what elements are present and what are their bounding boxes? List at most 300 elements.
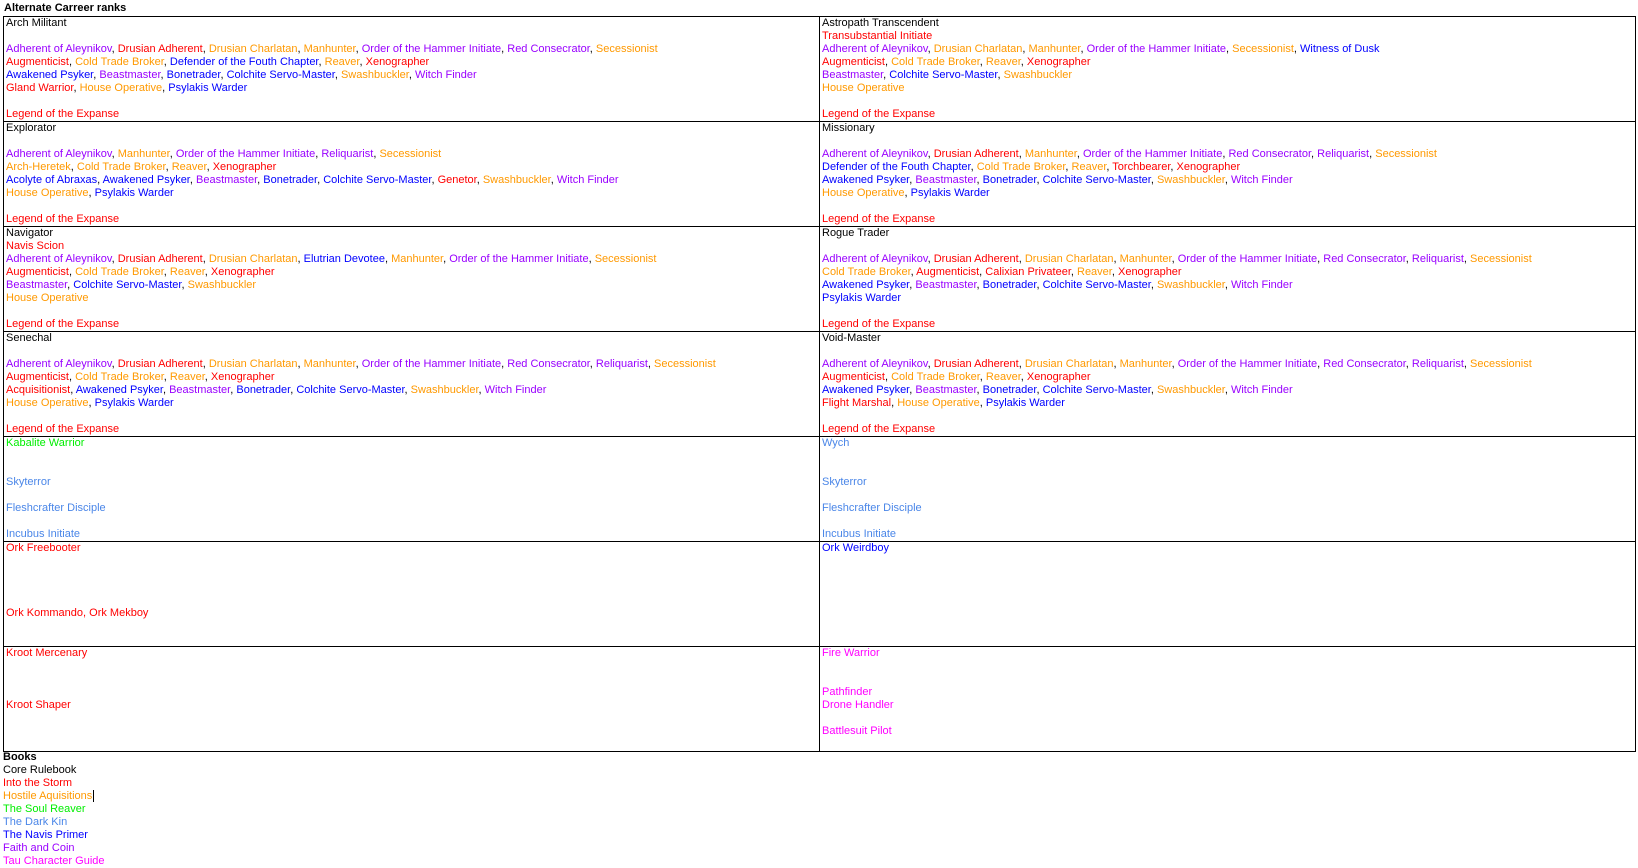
career-line [822, 528, 1635, 541]
rank-text: Colchite Servo-Master [1042, 174, 1151, 186]
rank-text: , [70, 384, 76, 396]
rank-text: , [1070, 266, 1077, 278]
rank-text: Pathfinder [822, 686, 873, 698]
rank-text: , [1020, 371, 1027, 383]
rank-text: , [979, 56, 986, 68]
rank-text: Adherent of Aleynikov [822, 358, 928, 370]
rank-text: Xenographer [210, 266, 275, 278]
rank-text: Secessionist [654, 358, 716, 370]
career-row [4, 17, 1636, 122]
career-line [822, 305, 1635, 318]
rank-text: Witch Finder [1230, 174, 1293, 186]
rank-text: , [501, 358, 508, 370]
rank-text: , [355, 43, 362, 55]
rank-text: , [206, 161, 213, 173]
rank-text: Defender of the Fouth Chapter [169, 56, 319, 68]
rank-text: Augmenticist [6, 56, 69, 68]
rank-text: , [160, 69, 167, 81]
career-line [6, 108, 819, 121]
rank-text: House Operative [897, 397, 980, 409]
rank-text: Manhunter [303, 43, 356, 55]
career-cell-kabalite-warrior[interactable] [4, 437, 820, 542]
rank-text: Beastmaster [6, 279, 68, 291]
rank-text: , [1018, 253, 1025, 265]
rank-text: Xenographer [1176, 161, 1241, 173]
rank-text: Psylakis Warder [168, 82, 248, 94]
rank-text: Xenographer [365, 56, 430, 68]
rank-text: Reaver [171, 161, 207, 173]
rank-text: Awakened Psyker [102, 174, 190, 186]
career-row [4, 332, 1636, 437]
career-line [822, 56, 1635, 69]
rank-text: , [165, 161, 172, 173]
career-line [822, 371, 1635, 384]
career-name [822, 647, 1635, 660]
rank-text: House Operative [822, 187, 905, 199]
rank-text: Cold Trade Broker [822, 266, 911, 278]
rank-text: Colchite Servo-Master [889, 69, 998, 81]
career-line [6, 725, 819, 738]
rank-text: , [163, 56, 170, 68]
book-item [3, 855, 105, 868]
career-line [822, 423, 1635, 436]
rank-text: , [1222, 148, 1229, 160]
rank-text: Cold Trade Broker [891, 371, 980, 383]
career-line [6, 410, 819, 423]
career-name [6, 542, 819, 555]
rank-text: Bonetrader [263, 174, 318, 186]
career-cell-missionary[interactable] [820, 122, 1636, 227]
career-line [6, 174, 819, 187]
rank-text: Skyterror [6, 476, 51, 488]
career-line [6, 463, 819, 476]
career-line [822, 135, 1635, 148]
rank-text: , [979, 371, 986, 383]
rank-text: Drusian Charlatan [208, 253, 298, 265]
rank-text: Awakened Psyker [822, 174, 910, 186]
rank-text: Xenographer [1117, 266, 1182, 278]
career-line [6, 450, 819, 463]
rank-text: Drone Handler [822, 699, 894, 711]
rank-text: Arch-Heretek [6, 161, 71, 173]
career-line [6, 95, 819, 108]
rank-text: Beastmaster [915, 384, 977, 396]
career-line [6, 476, 819, 489]
rank-text: Colchite Servo-Master [1042, 384, 1151, 396]
rank-text: , [70, 161, 77, 173]
rank-text: Adherent of Aleynikov [6, 253, 112, 265]
rank-text: Manhunter [1028, 43, 1081, 55]
rank-text: Drusian Adherent [933, 253, 1019, 265]
rank-text: , [904, 187, 911, 199]
career-line [6, 305, 819, 318]
book-title: The Navis Primer [3, 829, 88, 841]
rank-text: Psylakis Warder [94, 397, 174, 409]
book-title: Faith and Coin [3, 842, 75, 854]
career-line [822, 660, 1635, 673]
rank-text: , [359, 56, 366, 68]
rank-text: , [169, 148, 176, 160]
rank-text: Red Consecrator [507, 43, 590, 55]
rank-text: , [1020, 56, 1027, 68]
career-line [822, 712, 1635, 725]
rank-text: Red Consecrator [1323, 253, 1406, 265]
rank-text: Colchite Servo-Master [226, 69, 335, 81]
rank-text: , [355, 358, 362, 370]
career-cell-rogue-trader[interactable] [820, 227, 1636, 332]
career-line [822, 82, 1635, 95]
rank-text: Legend of the Expanse [6, 318, 120, 330]
rank-text: Torchbearer [1112, 161, 1171, 173]
rank-text: , [927, 148, 934, 160]
rank-text: Witch Finder [1230, 384, 1293, 396]
rank-text: Battlesuit Pilot [822, 725, 892, 737]
rank-text: Secessionist [1375, 148, 1437, 160]
career-name [6, 17, 819, 30]
rank-text: Calixian Privateer [985, 266, 1071, 278]
career-line [6, 69, 819, 82]
career-line [6, 673, 819, 686]
rank-text: , [976, 279, 983, 291]
rank-text: , [589, 43, 596, 55]
rank-text: Swashbuckler [340, 69, 409, 81]
career-line [822, 594, 1635, 607]
rank-text: Incubus Initiate [6, 528, 80, 540]
career-name [822, 227, 1635, 240]
rank-text: , [1171, 253, 1178, 265]
career-cell-navigator[interactable] [4, 227, 820, 332]
rank-text: Skyterror [822, 476, 867, 488]
rank-text: Reaver [1071, 161, 1107, 173]
rank-text: Xenographer [1026, 56, 1091, 68]
rank-text: , [297, 43, 304, 55]
rank-text: Red Consecrator [1323, 358, 1406, 370]
career-line [6, 371, 819, 384]
rank-text: Senechal [6, 332, 52, 344]
rank-text: Transubstantial Initiate [822, 30, 933, 42]
rank-text: Colchite Servo-Master [1042, 279, 1151, 291]
career-row [4, 227, 1636, 332]
rank-text: Cold Trade Broker [976, 161, 1066, 173]
career-line [822, 148, 1635, 161]
book-title: The Soul Reaver [3, 803, 86, 815]
career-line [822, 515, 1635, 528]
rank-text: Genetor [437, 174, 477, 186]
career-row [4, 122, 1636, 227]
career-line [6, 384, 819, 397]
career-line [822, 253, 1635, 266]
career-line [6, 148, 819, 161]
career-line [6, 253, 819, 266]
career-name [6, 437, 819, 450]
rank-text: , [478, 384, 485, 396]
rank-text: , [1065, 161, 1072, 173]
career-name [822, 122, 1635, 135]
rank-text: Reliquarist [595, 358, 648, 370]
rank-text: Secessionist [594, 253, 657, 265]
rank-text: Navis Scion [6, 240, 65, 252]
rank-text: , [297, 358, 304, 370]
career-line [822, 174, 1635, 187]
rank-text: Order of the Hammer Initiate [1177, 253, 1318, 265]
rank-text: , [647, 358, 655, 370]
rank-text: , [404, 384, 411, 396]
career-cell-arch-militant[interactable] [4, 17, 820, 122]
career-line [822, 266, 1635, 279]
rank-text: Ork Weirdboy [822, 542, 890, 554]
career-name [6, 647, 819, 660]
rank-text: Reaver [169, 371, 205, 383]
rank-text: Adherent of Aleynikov [6, 148, 112, 160]
rank-text: , [1036, 174, 1043, 186]
rank-text: Legend of the Expanse [6, 423, 120, 435]
career-line [822, 673, 1635, 686]
book-title: The Dark Kin [3, 816, 68, 828]
rank-text: Cold Trade Broker [75, 56, 164, 68]
rank-text: Witness of Dusk [1300, 43, 1380, 55]
rank-text: Legend of the Expanse [822, 108, 936, 120]
career-cell-fire-warrior[interactable] [820, 647, 1636, 752]
rank-text: Wych [822, 437, 850, 449]
rank-text: Reaver [324, 56, 360, 68]
rank-text: Legend of the Expanse [822, 213, 936, 225]
career-line [6, 345, 819, 358]
career-cell-kroot-mercenary[interactable] [4, 647, 820, 752]
rank-text: Bonetrader [236, 384, 291, 396]
career-line [6, 318, 819, 331]
rank-text: Secessionist [1470, 358, 1532, 370]
career-cell-astropath-transcendent[interactable] [820, 17, 1636, 122]
rank-text: Swashbuckler [1003, 69, 1073, 81]
rank-text: Explorator [6, 122, 57, 134]
rank-text: , [589, 358, 596, 370]
career-line [6, 607, 819, 620]
rank-text: Bonetrader [166, 69, 221, 81]
rank-text: Awakened Psyker [822, 384, 910, 396]
rank-text: , [88, 397, 95, 409]
rank-text: Legend of the Expanse [822, 423, 936, 435]
book-item [3, 790, 105, 803]
career-line [822, 738, 1635, 751]
rank-text: , [1113, 358, 1120, 370]
career-cell-wych[interactable] [820, 437, 1636, 542]
rank-text: Manhunter [1024, 148, 1077, 160]
career-line [6, 30, 819, 43]
book-title: Tau Character Guide [3, 855, 105, 867]
rank-text: , [997, 69, 1004, 81]
rank-text: Bonetrader [982, 384, 1037, 396]
rank-text: Drusian Adherent [933, 358, 1019, 370]
career-line [822, 463, 1635, 476]
career-name [6, 227, 819, 240]
rank-text: , [220, 69, 227, 81]
rank-text: Red Consecrator [507, 358, 590, 370]
career-cell-explorator[interactable] [4, 122, 820, 227]
rank-text: , [317, 174, 324, 186]
rank-text: Secessionist [379, 148, 442, 160]
career-line [6, 660, 819, 673]
rank-text: , [163, 266, 170, 278]
rank-text: , [204, 371, 211, 383]
rank-text: Beastmaster [915, 279, 977, 291]
rank-text: , [1113, 253, 1120, 265]
rank-text: , [909, 279, 916, 291]
career-cell-ork-weirdboy[interactable] [820, 542, 1636, 647]
rank-text: , [1018, 358, 1025, 370]
career-line [822, 502, 1635, 515]
rank-text: , [163, 371, 170, 383]
rank-text: Legend of the Expanse [6, 213, 120, 225]
career-line [822, 633, 1635, 646]
rank-text: Augmenticist [916, 266, 980, 278]
rank-text: Adherent of Aleynikov [822, 43, 928, 55]
rank-text: , [297, 253, 304, 265]
rank-text: , [373, 148, 380, 160]
career-line [822, 43, 1635, 56]
career-line [6, 581, 819, 594]
career-line [822, 384, 1635, 397]
rank-text: , [1150, 174, 1157, 186]
rank-text: Order of the Hammer Initiate [1086, 43, 1226, 55]
book-item [3, 842, 105, 855]
career-cell-void-master[interactable] [820, 332, 1636, 437]
rank-text: Legend of the Expanse [6, 108, 120, 120]
rank-text: , [1036, 279, 1043, 291]
rank-text: Swashbuckler [187, 279, 257, 291]
rank-text: Void-Master [822, 332, 881, 344]
rank-text: Manhunter [391, 253, 444, 265]
rank-text: Missionary [822, 122, 875, 134]
rank-text: , [979, 266, 986, 278]
career-line [6, 686, 819, 699]
rank-text: , [891, 397, 898, 409]
rank-text: Colchite Servo-Master [323, 174, 432, 186]
career-line [822, 30, 1635, 43]
rank-text: Xenographer [210, 371, 275, 383]
career-line [6, 633, 819, 646]
rank-text: , [927, 358, 934, 370]
career-line [822, 397, 1635, 410]
rank-text: , [1463, 358, 1471, 370]
rank-text: , [408, 69, 415, 81]
rank-text: Flight Marshal [822, 397, 892, 409]
rank-text: Awakened Psyker [75, 384, 163, 396]
rank-text: Beastmaster [822, 69, 884, 81]
rank-text: , [1106, 161, 1113, 173]
career-line [822, 686, 1635, 699]
rank-text: Xenographer [1026, 371, 1091, 383]
rank-text: Manhunter [1119, 358, 1172, 370]
career-line [822, 279, 1635, 292]
career-line [822, 108, 1635, 121]
rank-text: Psylakis Warder [910, 187, 990, 199]
books-heading: Books [3, 751, 37, 763]
rank-text: , [1171, 358, 1178, 370]
rank-text: House Operative [6, 292, 89, 304]
rank-text: , [1018, 148, 1025, 160]
rank-text: Secessionist [595, 43, 658, 55]
career-cell-senechal[interactable] [4, 332, 820, 437]
rank-text: , [1224, 384, 1231, 396]
rank-text: Arch Militant [6, 17, 67, 29]
rank-text: , [1224, 279, 1231, 291]
career-line [6, 82, 819, 95]
career-name [6, 332, 819, 345]
rank-text: , [476, 174, 483, 186]
rank-text: , [884, 371, 892, 383]
rank-text: Beastmaster [196, 174, 258, 186]
rank-text: , [162, 82, 169, 94]
career-line [822, 95, 1635, 108]
rank-text: Augmenticist [822, 56, 885, 68]
career-line [822, 581, 1635, 594]
career-name [822, 542, 1635, 555]
rank-text: , [910, 266, 917, 278]
rank-text: Drusian Charlatan [933, 43, 1023, 55]
career-line [822, 410, 1635, 423]
book-item [3, 777, 105, 790]
rank-text: Kroot Shaper [6, 699, 71, 711]
career-line [822, 620, 1635, 633]
rank-text: Bonetrader [982, 174, 1037, 186]
rank-text: Fleshcrafter Disciple [822, 502, 922, 514]
rank-text: , [883, 69, 890, 81]
career-line [822, 725, 1635, 738]
rank-text: Xenographer [212, 161, 277, 173]
rank-text: Reaver [985, 371, 1021, 383]
rank-text: Gland Warrior [6, 82, 74, 94]
page-title: Alternate Carreer ranks [4, 2, 127, 14]
career-line [822, 358, 1635, 371]
rank-text: Fleshcrafter Disciple [6, 502, 106, 514]
career-line [6, 135, 819, 148]
rank-text: House Operative [79, 82, 163, 94]
rank-text: , [979, 397, 986, 409]
rank-text: , [501, 43, 508, 55]
book-title: Hostile Aquisitions [3, 790, 93, 802]
career-line [6, 555, 819, 568]
rank-text: Order of the Hammer Initiate [361, 43, 502, 55]
rank-text: Witch Finder [556, 174, 619, 186]
rank-text: Kroot Mercenary [6, 647, 88, 659]
rank-text: , [189, 174, 196, 186]
career-line [6, 279, 819, 292]
rank-text: , [588, 253, 595, 265]
rank-text: , [93, 69, 100, 81]
career-line [822, 568, 1635, 581]
career-line [822, 489, 1635, 502]
rank-text: Beastmaster [915, 174, 977, 186]
career-cell-ork-freebooter[interactable] [4, 542, 820, 647]
rank-text: Augmenticist [6, 266, 69, 278]
rank-text: , [1405, 253, 1412, 265]
rank-text: , [1111, 266, 1118, 278]
rank-text: Drusian Charlatan [208, 43, 298, 55]
rank-text: , [1170, 161, 1177, 173]
rank-text: Reaver [1077, 266, 1112, 278]
rank-text: Swashbuckler [1156, 384, 1225, 396]
rank-text: Reliquarist [1411, 358, 1464, 370]
rank-text: Reliquarist [1411, 253, 1464, 265]
rank-text: Kabalite Warrior [6, 437, 85, 449]
rank-text: , [976, 384, 983, 396]
rank-text: Bonetrader [982, 279, 1037, 291]
rank-text: Reaver [985, 56, 1021, 68]
career-name [822, 17, 1635, 30]
text-cursor [93, 790, 94, 802]
career-line [6, 515, 819, 528]
rank-text: Drusian Charlatan [208, 358, 298, 370]
